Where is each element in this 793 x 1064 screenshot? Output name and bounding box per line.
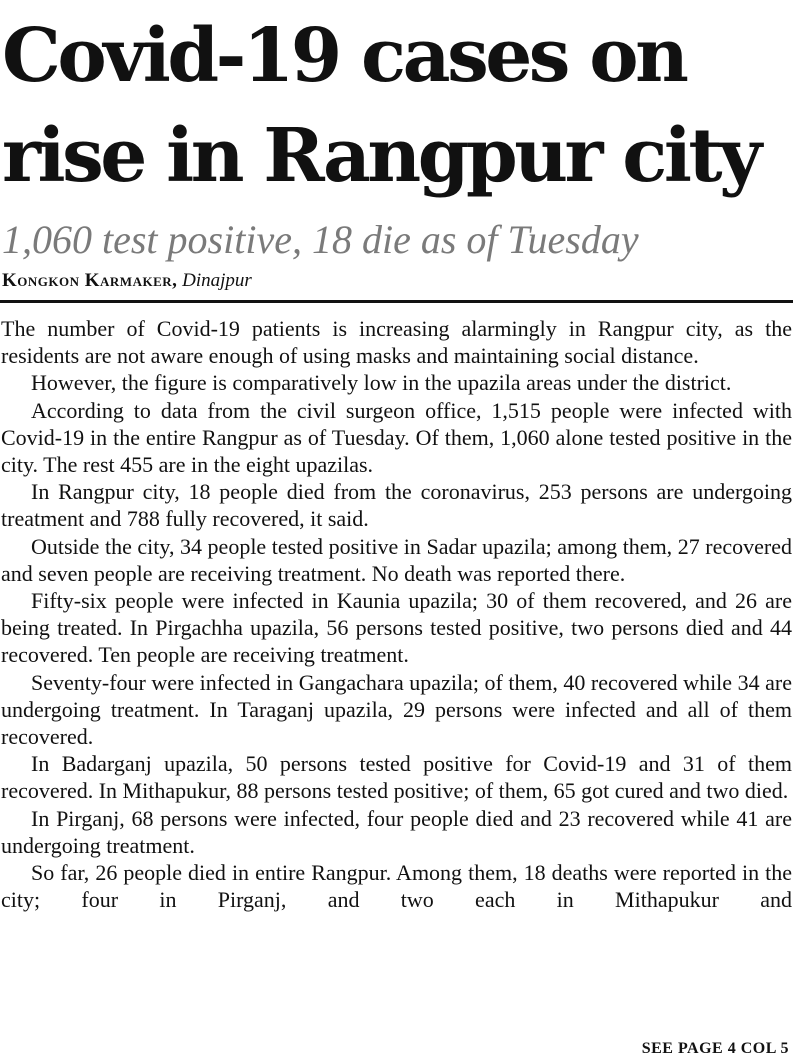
paragraph-1: The number of Covid-19 patients is increasing alarmingly in Rangpur city, as the residents are not aware enough of using masks and maintaining social distance. <box>1 316 792 369</box>
paragraph-4: In Rangpur city, 18 people died from the coronavirus, 253 persons are undergoing treatment and 788 fully recovered, it said. <box>1 479 792 532</box>
paragraph-10: So far, 26 people died in entire Rangpur. Among them, 18 deaths were reported in the city; four in Pirganj, and two each in Mithapukur and <box>1 860 792 913</box>
headline-divider <box>0 300 793 303</box>
subheadline: 1,060 test positive, 18 die as of Tuesday <box>2 217 639 262</box>
headline-line-2: rise in Rangpur city <box>2 113 759 199</box>
continuation-jump-line: SEE PAGE 4 COL 5 <box>641 1040 789 1057</box>
byline-location: Dinajpur <box>182 270 252 291</box>
paragraph-3: According to data from the civil surgeon office, 1,515 people were infected with Covid-19 in the entire Rangpur as of Tuesday. Of them, 1,060 alone tested positive in the city. The rest 455 are in the eight upazilas. <box>1 397 792 478</box>
byline <box>2 269 793 293</box>
byline-author: Kongkon Karmaker, <box>2 270 178 291</box>
headline <box>0 6 793 210</box>
paragraph-6: Fifty-six people were infected in Kaunia upazila; 30 of them recovered, and 26 are being treated. In Pirgachha upazila, 56 persons tested positive, two persons died and 44 recovered. Ten people are receiving treatment. <box>1 588 792 668</box>
paragraph-2: However, the figure is comparatively low in the upazila areas under the district. <box>31 370 732 396</box>
article-body <box>0 315 793 913</box>
paragraph-8: In Badarganj upazila, 50 persons tested positive for Covid-19 and 31 of them recovered. In Mithapukur, 88 persons tested positive; of them, 65 got cured and two died. <box>1 751 792 804</box>
paragraph-7: Seventy-four were infected in Gangachara upazila; of them, 40 recovered while 34 are undergoing treatment. In Taraganj upazila, 29 persons were infected and all of them recovered. <box>1 669 792 750</box>
paragraph-5: Outside the city, 34 people tested positive in Sadar upazila; among them, 27 recovered and seven people are receiving treatment. No death was reported there. <box>1 533 792 586</box>
headline-line-1: Covid-19 cases on <box>2 13 686 99</box>
paragraph-9: In Pirganj, 68 persons were infected, four people died and 23 recovered while 41 are undergoing treatment. <box>1 805 792 858</box>
